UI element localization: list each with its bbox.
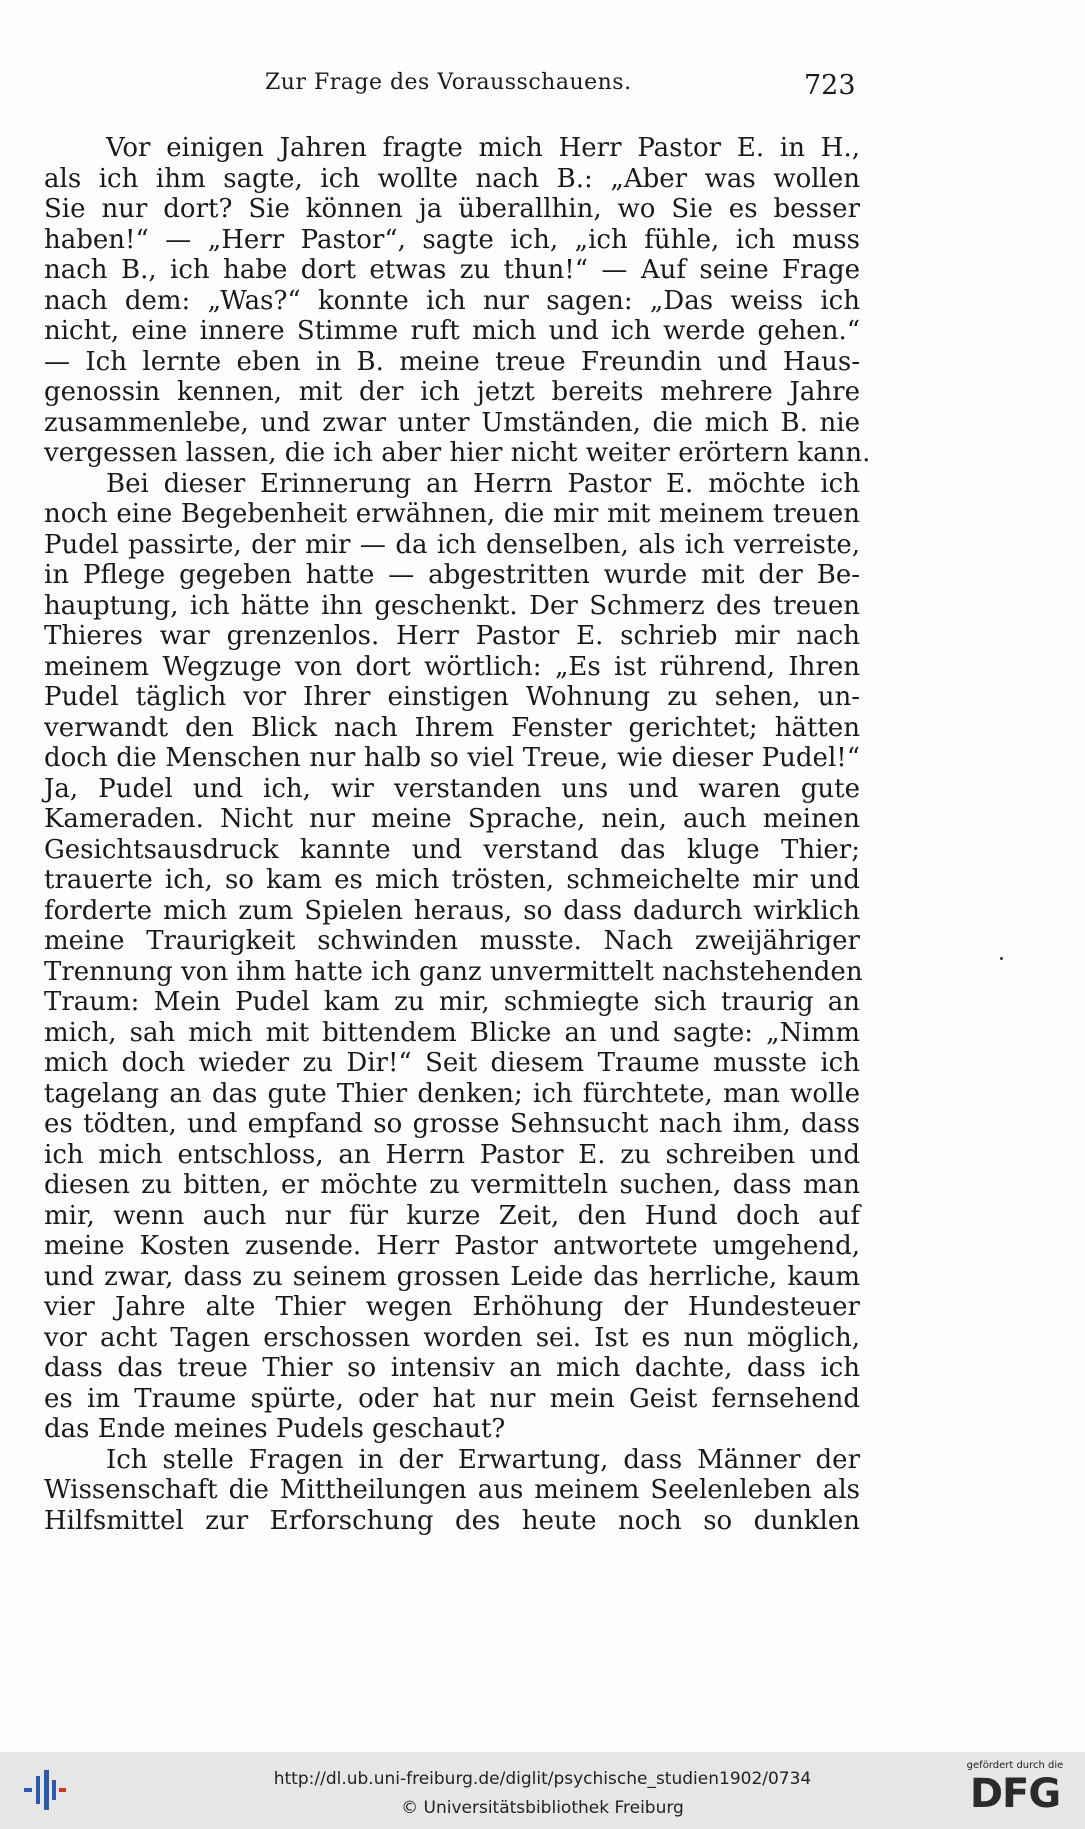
dfg-wordmark: DFG — [969, 1771, 1061, 1817]
text-line: Bei dieser Erinnerung an Herrn Pastor E. möchte ich — [106, 468, 860, 499]
text-line: meine Kosten zusende. Herr Pastor antwortete umgehend, — [44, 1231, 860, 1261]
text-line: mich doch wieder zu Dir!“ Seit diesem Traume musste ich — [44, 1048, 860, 1078]
text-line: nach B., ich habe dort etwas zu thun!“ — Auf seine Frage — [44, 255, 860, 285]
text-line: Wissenschaft die Mittheilungen aus meinem Seelenleben als — [44, 1475, 860, 1505]
dfg-logo — [955, 1760, 1075, 1822]
text-line: zusammenlebe, und zwar unter Umständen, die mich B. nie — [44, 407, 860, 438]
text-line: ich mich entschloss, an Herrn Pastor E. zu schreiben und — [44, 1139, 860, 1170]
text-line: Ich stelle Fragen in der Erwartung, dass Männer der — [106, 1444, 860, 1475]
permalink-url[interactable]: http://dl.ub.uni-freiburg.de/diglit/psychische_studien1902/0734 — [273, 1769, 812, 1789]
body-text — [44, 133, 871, 1536]
text-line: — Ich lernte eben in B. meine treue Freundin und Haus- — [44, 346, 860, 377]
text-line: noch eine Begebenheit erwähnen, die mir mit meinem treuen — [44, 499, 860, 529]
text-line: Kameraden. Nicht nur meine Sprache, nein, auch meinen — [44, 804, 860, 834]
text-line: Hilfsmittel zur Erforschung des heute noch so dunklen — [44, 1505, 860, 1536]
running-title: Zur Frage des Vorausschauens. — [265, 70, 632, 95]
text-line: Ja, Pudel und ich, wir verstanden uns und waren gute — [44, 773, 860, 804]
text-line: meinem Wegzuge von dort wörtlich: „Es ist rührend, Ihren — [44, 651, 860, 682]
page-number: 723 — [804, 70, 856, 101]
text-line: forderte mich zum Spielen heraus, so dass dadurch wirklich — [44, 895, 860, 926]
text-line: tagelang an das gute Thier denken; ich fürchtete, man wolle — [44, 1078, 860, 1109]
text-line: haben!“ — „Herr Pastor“, sagte ich, „ich fühle, ich muss — [44, 224, 860, 255]
text-line: vor acht Tagen erschossen worden sei. Ist es nun möglich, — [44, 1322, 860, 1353]
text-line: Thieres war grenzenlos. Herr Pastor E. schrieb mir nach — [44, 621, 860, 651]
text-line: Traum: Mein Pudel kam zu mir, schmiegte sich traurig an — [44, 987, 860, 1017]
text-line: nach dem: „Was?“ konnte ich nur sagen: „Das weiss ich — [44, 285, 860, 316]
text-line: doch die Menschen nur halb so viel Treue, wie dieser Pudel!“ — [44, 743, 860, 773]
text-line: mich, sah mich mit bittendem Blicke an und sagte: „Nimm — [44, 1017, 860, 1048]
text-line: Vor einigen Jahren fragte mich Herr Pastor E. in H., — [106, 133, 860, 163]
text-line: dass das treue Thier so intensiv an mich dachte, dass ich — [44, 1353, 860, 1383]
text-line: Trennung von ihm hatte ich ganz unvermittelt nachstehenden — [44, 956, 863, 987]
text-line: und zwar, dass zu seinem grossen Leide das herrliche, kaum — [44, 1261, 860, 1292]
text-line: diesen zu bitten, er möchte zu vermitteln suchen, dass man — [44, 1170, 860, 1200]
text-line: vier Jahre alte Thier wegen Erhöhung der Hundesteuer — [44, 1292, 860, 1322]
text-line: genossin kennen, mit der ich jetzt bereits mehrere Jahre — [44, 377, 860, 407]
text-line: nicht, eine innere Stimme ruft mich und ich werde gehen.“ — [44, 316, 860, 346]
text-line: mir, wenn auch nur für kurze Zeit, den Hund doch auf — [44, 1200, 860, 1231]
text-line: vergessen lassen, die ich aber hier nicht weiter erörtern kann. — [44, 438, 871, 468]
text-line: das Ende meines Pudels geschaut? — [44, 1414, 506, 1444]
copyright-notice: © Universitätsbibliothek Freiburg — [401, 1798, 684, 1818]
text-line: es tödten, und empfand so grosse Sehnsucht nach ihm, dass — [44, 1109, 860, 1139]
text-line: trauerte ich, so kam es mich trösten, schmeichelte mir und — [44, 865, 860, 895]
text-line: hauptung, ich hätte ihn geschenkt. Der Schmerz des treuen — [44, 590, 860, 621]
text-line: Pudel täglich vor Ihrer einstigen Wohnung zu sehen, un- — [44, 682, 860, 712]
dfg-caption: gefördert durch die — [966, 1760, 1064, 1771]
text-line: in Pflege gegeben hatte — abgestritten wurde mit der Be- — [44, 560, 860, 590]
text-line: als ich ihm sagte, ich wollte nach B.: „Aber was wollen — [44, 163, 860, 194]
stray-mark — [1000, 957, 1003, 960]
text-line: Gesichtsausdruck kannte und verstand das kluge Thier; — [44, 834, 860, 865]
text-line: verwandt den Blick nach Ihrem Fenster gerichtet; hätten — [44, 712, 860, 743]
text-line: Sie nur dort? Sie können ja überallhin, wo Sie es besser — [44, 194, 860, 224]
text-line: Pudel passirte, der mir — da ich denselben, als ich verreiste, — [44, 529, 860, 560]
text-line: es im Traume spürte, oder hat nur mein Geist fernsehend — [44, 1383, 860, 1414]
viewer-footer — [0, 1752, 1085, 1829]
text-line: meine Traurigkeit schwinden musste. Nach zweijähriger — [44, 926, 860, 956]
